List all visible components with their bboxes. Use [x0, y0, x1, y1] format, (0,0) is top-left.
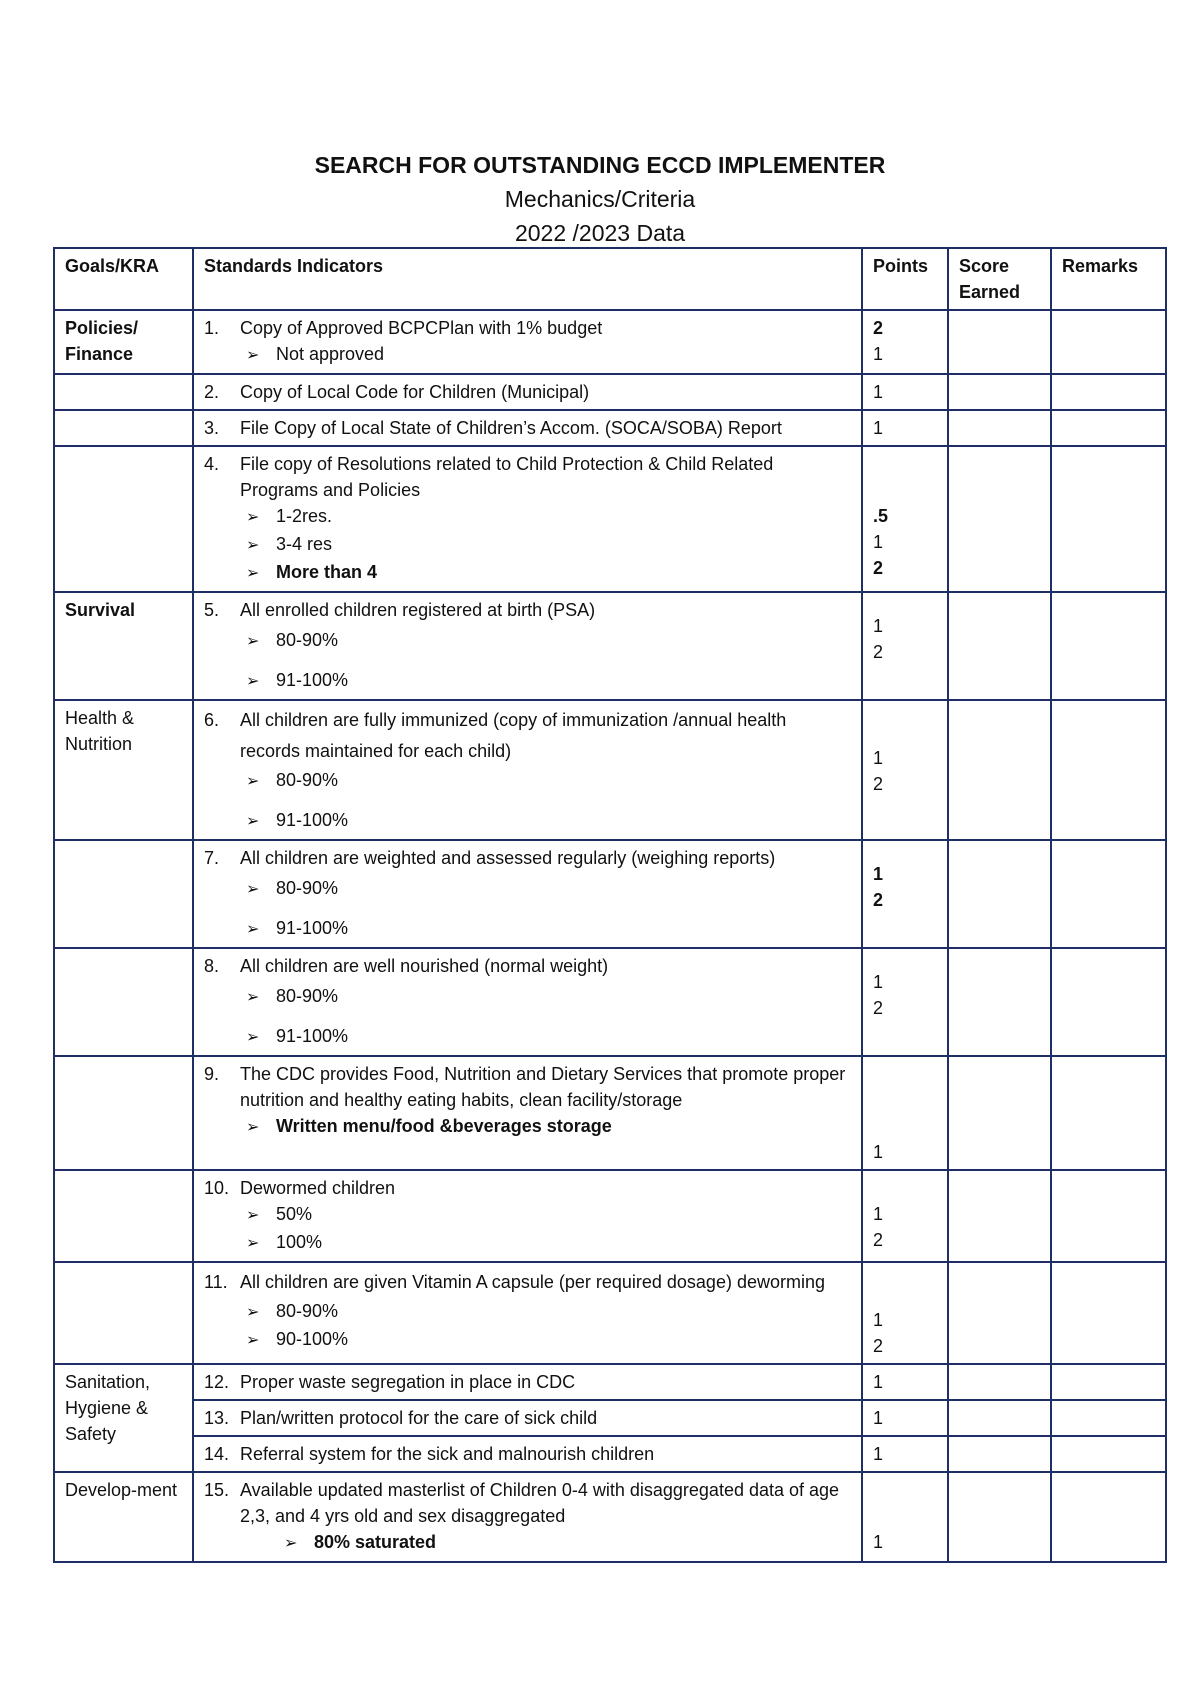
indicator-number: 6. [204, 710, 220, 730]
arrow-bullet-icon: ➢ [246, 1235, 260, 1252]
indicator-number: 11. [204, 1272, 228, 1292]
arrow-bullet-icon: ➢ [246, 773, 260, 790]
indicator-text: Available updated masterlist of Children 0-4 with disaggregated data of age 2,3, and 4 yrs old and sex disaggregated [240, 1480, 840, 1526]
sub-item-text: 80-90% [276, 770, 339, 790]
arrow-bullet-icon: ➢ [246, 565, 260, 582]
arrow-bullet-icon: ➢ [246, 1207, 260, 1224]
indicator-cell [193, 1400, 862, 1436]
indicator-text: Referral system for the sick and malnourish children [240, 1444, 655, 1464]
criteria-table [53, 247, 1167, 1563]
indicator-cell [193, 410, 862, 446]
indicator-number: 1. [204, 318, 220, 338]
points-cell [862, 310, 948, 374]
score-cell[interactable] [948, 410, 1051, 446]
score-cell[interactable] [948, 1262, 1051, 1364]
sub-item [204, 983, 851, 1011]
indicator-text: All enrolled children registered at birth (PSA) [240, 600, 596, 620]
indicator-text: Dewormed children [240, 1178, 396, 1198]
score-cell[interactable] [948, 310, 1051, 374]
goal-cell [54, 1056, 193, 1170]
table-row [54, 700, 1166, 840]
points-value: 2 [873, 998, 884, 1018]
sub-item [204, 1201, 851, 1229]
sub-item-text: 90-100% [276, 1329, 349, 1349]
points-value: 1 [873, 1142, 884, 1162]
sub-item-text: 80-90% [276, 1301, 339, 1321]
points-value: 1 [873, 864, 884, 884]
indicator-text: File copy of Resolutions related to Child Protection & Child Related Programs and Policies [240, 454, 774, 500]
sub-item-text: Not approved [276, 344, 385, 364]
score-cell[interactable] [948, 592, 1051, 700]
score-cell[interactable] [948, 948, 1051, 1056]
points-value: .5 [873, 506, 889, 526]
sub-item [204, 1326, 851, 1354]
sub-item [204, 667, 851, 695]
sub-item [204, 559, 851, 587]
table-row [54, 410, 1166, 446]
sub-item-text: 80-90% [276, 630, 339, 650]
arrow-bullet-icon: ➢ [246, 537, 260, 554]
sub-item-text: 3-4 res [276, 534, 333, 554]
indicator-number: 15. [204, 1480, 230, 1500]
points-cell [862, 1262, 948, 1364]
remarks-cell[interactable] [1051, 1262, 1166, 1364]
indicator-number: 4. [204, 454, 220, 474]
table-row [54, 1056, 1166, 1170]
points-cell [862, 1364, 948, 1400]
sub-item [204, 1529, 851, 1557]
indicator-cell [193, 1364, 862, 1400]
sub-item [204, 627, 851, 655]
indicator-number: 3. [204, 418, 220, 438]
indicator-cell [193, 374, 862, 410]
points-cell [862, 840, 948, 948]
indicator-cell [193, 840, 862, 948]
points-value: 1 [873, 1204, 884, 1224]
goal-cell [54, 410, 193, 446]
sub-item [204, 341, 851, 369]
sub-item-text: 91-100% [276, 810, 349, 830]
remarks-cell[interactable] [1051, 1170, 1166, 1262]
sub-item-text: 80% saturated [314, 1532, 437, 1552]
indicator-text: All children are given Vitamin A capsule (per required dosage) deworming [240, 1272, 825, 1292]
sub-item-text: Written menu/food &beverages storage [276, 1116, 612, 1136]
indicator-text: Copy of Approved BCPCPlan with 1% budget [240, 318, 603, 338]
indicator-cell [193, 948, 862, 1056]
points-value: 1 [873, 748, 884, 768]
table-row [54, 1364, 1166, 1400]
indicator-cell [193, 592, 862, 700]
remarks-cell[interactable] [1051, 1400, 1166, 1436]
header-remarks: Remarks [1051, 248, 1166, 310]
points-value: 2 [873, 890, 884, 910]
goal-cell [54, 1262, 193, 1364]
points-cell [862, 410, 948, 446]
document-year: 2022 /2023 Data [514, 220, 686, 246]
points-value: 2 [873, 318, 884, 338]
points-value: 1 [873, 344, 884, 364]
remarks-cell[interactable] [1051, 700, 1166, 840]
header-score: Score Earned [948, 248, 1051, 310]
sub-item-text: 91-100% [276, 670, 349, 690]
goal-cell: Sanitation, Hygiene & Safety [54, 1364, 193, 1472]
table-row [54, 840, 1166, 948]
indicator-text: Plan/written protocol for the care of sick child [240, 1408, 598, 1428]
points-value: 2 [873, 1336, 884, 1356]
document-subtitle: Mechanics/Criteria [504, 186, 696, 212]
document-title: SEARCH FOR OUTSTANDING ECCD IMPLEMENTER [314, 152, 886, 178]
arrow-bullet-icon: ➢ [246, 673, 260, 690]
arrow-bullet-icon: ➢ [246, 881, 260, 898]
score-cell[interactable] [948, 1364, 1051, 1400]
points-cell [862, 948, 948, 1056]
table-row [54, 446, 1166, 592]
indicator-number: 13. [204, 1408, 230, 1428]
remarks-cell[interactable] [1051, 840, 1166, 948]
arrow-bullet-icon: ➢ [246, 1304, 260, 1321]
arrow-bullet-icon: ➢ [246, 921, 260, 938]
indicator-text: All children are weighted and assessed regularly (weighing reports) [240, 848, 776, 868]
indicator-cell [193, 310, 862, 374]
indicator-cell [193, 700, 862, 840]
score-cell[interactable] [948, 446, 1051, 592]
remarks-cell[interactable] [1051, 410, 1166, 446]
document-header [0, 148, 1200, 250]
points-value: 1 [873, 1372, 884, 1392]
score-cell[interactable] [948, 1400, 1051, 1436]
remarks-cell[interactable] [1051, 1056, 1166, 1170]
table-row [54, 1472, 1166, 1562]
arrow-bullet-icon: ➢ [284, 1535, 298, 1552]
indicator-cell [193, 446, 862, 592]
indicator-text: All children are well nourished (normal weight) [240, 956, 609, 976]
score-cell[interactable] [948, 1056, 1051, 1170]
indicator-cell [193, 1056, 862, 1170]
goal-cell [54, 446, 193, 592]
indicator-text: Proper waste segregation in place in CDC [240, 1372, 576, 1392]
sub-item-text: 100% [276, 1232, 323, 1252]
sub-item-text: More than 4 [276, 562, 378, 582]
sub-item-text: 80-90% [276, 986, 339, 1006]
remarks-cell[interactable] [1051, 948, 1166, 1056]
points-value: 1 [873, 532, 884, 552]
goal-cell: Develop-ment [54, 1472, 193, 1562]
score-cell[interactable] [948, 1436, 1051, 1472]
remarks-cell[interactable] [1051, 1364, 1166, 1400]
sub-item [204, 1229, 851, 1257]
sub-item [204, 875, 851, 903]
points-cell [862, 374, 948, 410]
indicator-number: 14. [204, 1444, 230, 1464]
table-row [54, 310, 1166, 374]
indicator-cell [193, 1472, 862, 1562]
goal-cell: Health & Nutrition [54, 700, 193, 840]
indicator-number: 12. [204, 1372, 230, 1392]
arrow-bullet-icon: ➢ [246, 1119, 260, 1136]
points-value: 1 [873, 616, 884, 636]
points-cell [862, 1400, 948, 1436]
arrow-bullet-icon: ➢ [246, 509, 260, 526]
sub-item [204, 767, 851, 795]
arrow-bullet-icon: ➢ [246, 813, 260, 830]
arrow-bullet-icon: ➢ [246, 633, 260, 650]
points-value: 1 [873, 972, 884, 992]
remarks-cell[interactable] [1051, 310, 1166, 374]
indicator-cell [193, 1436, 862, 1472]
sub-item-text: 91-100% [276, 918, 349, 938]
points-cell [862, 1436, 948, 1472]
points-value: 1 [873, 1532, 884, 1552]
indicator-cell [193, 1262, 862, 1364]
points-value: 1 [873, 1444, 884, 1464]
indicator-text: File Copy of Local State of Children’s Accom. (SOCA/SOBA) Report [240, 418, 782, 438]
arrow-bullet-icon: ➢ [246, 347, 260, 364]
sub-item [204, 1298, 851, 1326]
table-row [54, 1262, 1166, 1364]
table-row [54, 1436, 1166, 1472]
points-value: 2 [873, 558, 884, 578]
sub-item-text: 1-2res. [276, 506, 333, 526]
goal-cell [54, 840, 193, 948]
table-header-row [54, 248, 1166, 310]
points-cell [862, 1056, 948, 1170]
remarks-cell[interactable] [1051, 592, 1166, 700]
sub-item [204, 915, 851, 943]
score-cell[interactable] [948, 1472, 1051, 1562]
header-goals: Goals/KRA [54, 248, 193, 310]
sub-item-text: 91-100% [276, 1026, 349, 1046]
remarks-cell[interactable] [1051, 446, 1166, 592]
table-row [54, 1400, 1166, 1436]
indicator-number: 10. [204, 1178, 230, 1198]
arrow-bullet-icon: ➢ [246, 989, 260, 1006]
indicator-number: 7. [204, 848, 220, 868]
sub-item-text: 80-90% [276, 878, 339, 898]
goal-cell: Survival [54, 592, 193, 700]
score-cell[interactable] [948, 374, 1051, 410]
goal-cell [54, 1170, 193, 1262]
points-cell [862, 1170, 948, 1262]
table-row [54, 1170, 1166, 1262]
score-cell[interactable] [948, 700, 1051, 840]
header-points: Points [862, 248, 948, 310]
indicator-text: All children are fully immunized (copy of immunization /annual health records maintained for each child) [240, 710, 787, 761]
points-cell [862, 446, 948, 592]
sub-item [204, 531, 851, 559]
score-cell[interactable] [948, 1170, 1051, 1262]
indicator-cell [193, 1170, 862, 1262]
remarks-cell[interactable] [1051, 1436, 1166, 1472]
score-cell[interactable] [948, 840, 1051, 948]
points-value: 1 [873, 1408, 884, 1428]
points-value: 2 [873, 642, 884, 662]
points-value: 1 [873, 1310, 884, 1330]
table-row [54, 948, 1166, 1056]
remarks-cell[interactable] [1051, 1472, 1166, 1562]
sub-item [204, 807, 851, 835]
remarks-cell[interactable] [1051, 374, 1166, 410]
goal-cell: Policies/ Finance [54, 310, 193, 374]
header-indicators: Standards Indicators [193, 248, 862, 310]
sub-item-text: 50% [276, 1204, 313, 1224]
points-value: 1 [873, 382, 884, 402]
table-row [54, 592, 1166, 700]
indicator-text: Copy of Local Code for Children (Municipal) [240, 382, 590, 402]
indicator-number: 9. [204, 1064, 220, 1084]
points-value: 2 [873, 1230, 884, 1250]
indicator-number: 5. [204, 600, 220, 620]
goal-cell [54, 948, 193, 1056]
sub-item [204, 503, 851, 531]
indicator-text: The CDC provides Food, Nutrition and Dietary Services that promote proper nutrition and healthy eating habits, clean facility/storage [240, 1064, 846, 1110]
indicator-number: 8. [204, 956, 220, 976]
goal-cell [54, 374, 193, 410]
points-cell [862, 1472, 948, 1562]
arrow-bullet-icon: ➢ [246, 1029, 260, 1046]
points-value: 2 [873, 774, 884, 794]
arrow-bullet-icon: ➢ [246, 1332, 260, 1349]
indicator-number: 2. [204, 382, 220, 402]
sub-item [204, 1023, 851, 1051]
points-cell [862, 700, 948, 840]
sub-item [204, 1113, 851, 1141]
points-value: 1 [873, 418, 884, 438]
points-cell [862, 592, 948, 700]
table-row [54, 374, 1166, 410]
